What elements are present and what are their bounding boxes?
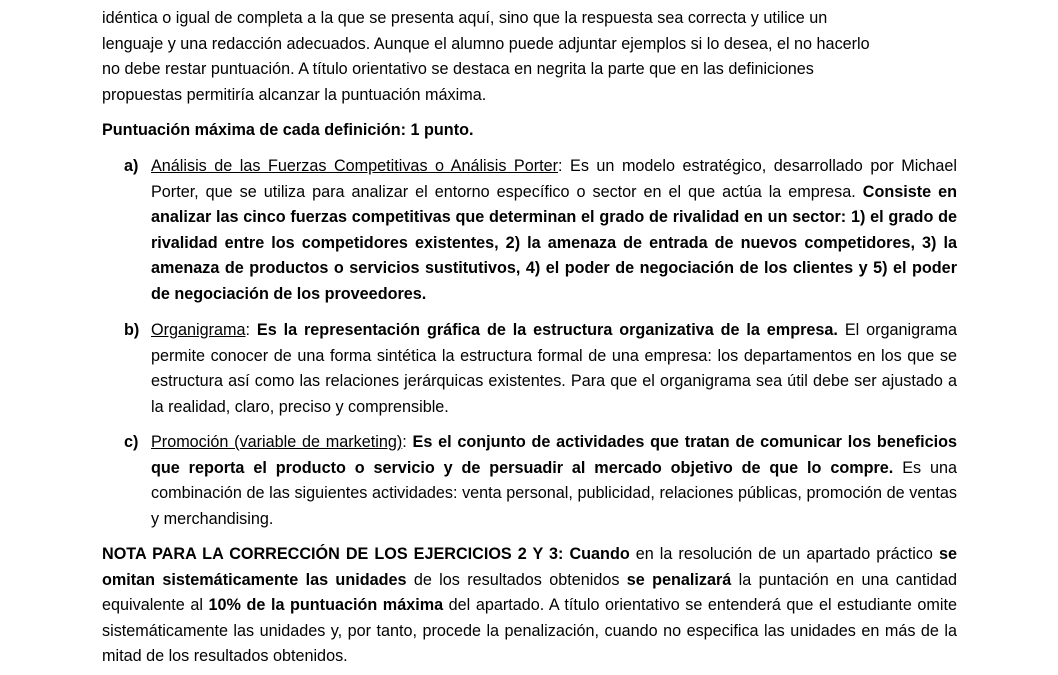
definition-term: Promoción (variable de marketing) xyxy=(151,433,403,451)
note-heading: NOTA PARA LA CORRECCIÓN DE LOS EJERCICIOS 2 Y 3: Cuando xyxy=(102,545,630,563)
intro-line: no debe restar puntuación. A título orientativo se destaca en negrita la parte que en las definiciones xyxy=(102,60,814,79)
definition-body: Organigrama: Es la representación gráfica de la estructura organizativa de la empresa. El organigrama permite conocer de una forma sintética la estructura formal de una empresa: los departamentos en los que se estructura así como las relaciones jerárquicas existentes. Para que el organigrama sea útil debe ser ajustado a la realidad, claro, preciso y comprensible. xyxy=(151,321,957,416)
definition-label: c) xyxy=(124,433,139,451)
correction-note: NOTA PARA LA CORRECCIÓN DE LOS EJERCICIOS 2 Y 3: Cuando en la resolución de un apartado práctico se omitan sistemáticamente las unidades de los resultados obtenidos se penalizará la puntación en una cantidad equivalente al 10% de la puntuación máxima del apartado. A título orientativo se entenderá que el estudiante omite sistemáticamente las unidades y, por tanto, procede la penalización, cuando no especifica las unidades en más de la mitad de los resultados obtenidos. xyxy=(102,545,957,666)
definition-plain: Es una combinación de las siguientes actividades: venta personal, publicidad, relaciones públicas, promoción de ventas y merchandising. xyxy=(151,458,957,528)
intro-line: idéntica o igual de completa a la que se presenta aquí, sino que la respuesta sea correcta y utilice un xyxy=(102,9,828,27)
intro-paragraph xyxy=(102,6,957,108)
intro-line: lenguaje y una redacción adecuados. Aunque el alumno puede adjuntar ejemplos si lo desea, el no hacerlo xyxy=(102,34,870,53)
definition-term: Organigrama xyxy=(151,321,246,339)
definition-bold: Es el conjunto de actividades que tratan de comunicar los beneficios que reporta el producto o servicio y de persuadir al mercado objetivo de que lo compre. xyxy=(151,433,957,477)
max-score-heading xyxy=(102,118,957,144)
definition-body: Análisis de las Fuerzas Competitivas o Análisis Porter: Es un modelo estratégico, desarrollado por Michael Porter, que se utiliza para analizar el entorno específico o sector en el que actúa la empresa. Consiste en analizar las cinco fuerzas competitivas que determinan el grado de rivalidad en un sector: 1) el grado de rivalidad entre los competidores existentes, 2) la amenaza de entrada de nuevos competidores, 3) la amenaza de productos o servicios sustitutivos, 4) el poder de negociación de los clientes y 5) el poder de negociación de los proveedores. xyxy=(151,157,957,303)
definition-plain: El organigrama permite conocer de una forma sintética la estructura formal de una empresa: los departamentos en los que se estructura así como las relaciones jerárquicas existentes. Para que el organigrama sea útil debe ser ajustado a la realidad, claro, preciso y comprensible. xyxy=(151,321,957,416)
definition-body: Promoción (variable de marketing): Es el conjunto de actividades que tratan de comunicar los beneficios que reporta el producto o servicio y de persuadir al mercado objetivo de que lo compre. Es una combinación de las siguientes actividades: venta personal, publicidad, relaciones públicas, promoción de ventas y merchandising. xyxy=(151,433,957,528)
intro-line: propuestas permitiría alcanzar la puntuación máxima. xyxy=(102,85,487,104)
definition-label: a) xyxy=(124,157,139,175)
definition-label: b) xyxy=(124,321,140,339)
definition-plain: Es un modelo estratégico, desarrollado por Michael Porter, que se utiliza para analizar el entorno específico o sector en el que actúa la empresa. xyxy=(151,157,957,201)
max-score-text: Puntuación máxima de cada definición: 1 punto. xyxy=(102,121,474,139)
definition-bold: Es la representación gráfica de la estructura organizativa de la empresa. xyxy=(256,321,838,339)
definition-term: Análisis de las Fuerzas Competitivas o Análisis Porter xyxy=(151,157,559,175)
definition-bold: Consiste en analizar las cinco fuerzas competitivas que determinan el grado de rivalidad en un sector: 1) el grado de rivalidad entre los competidores existentes, 2) la amenaza de entrada de nuevos competidores, 3) la amenaza de productos o servicios sustitutivos, 4) el poder de negociación de los clientes y 5) el poder de negociación de los proveedores. xyxy=(151,182,957,303)
